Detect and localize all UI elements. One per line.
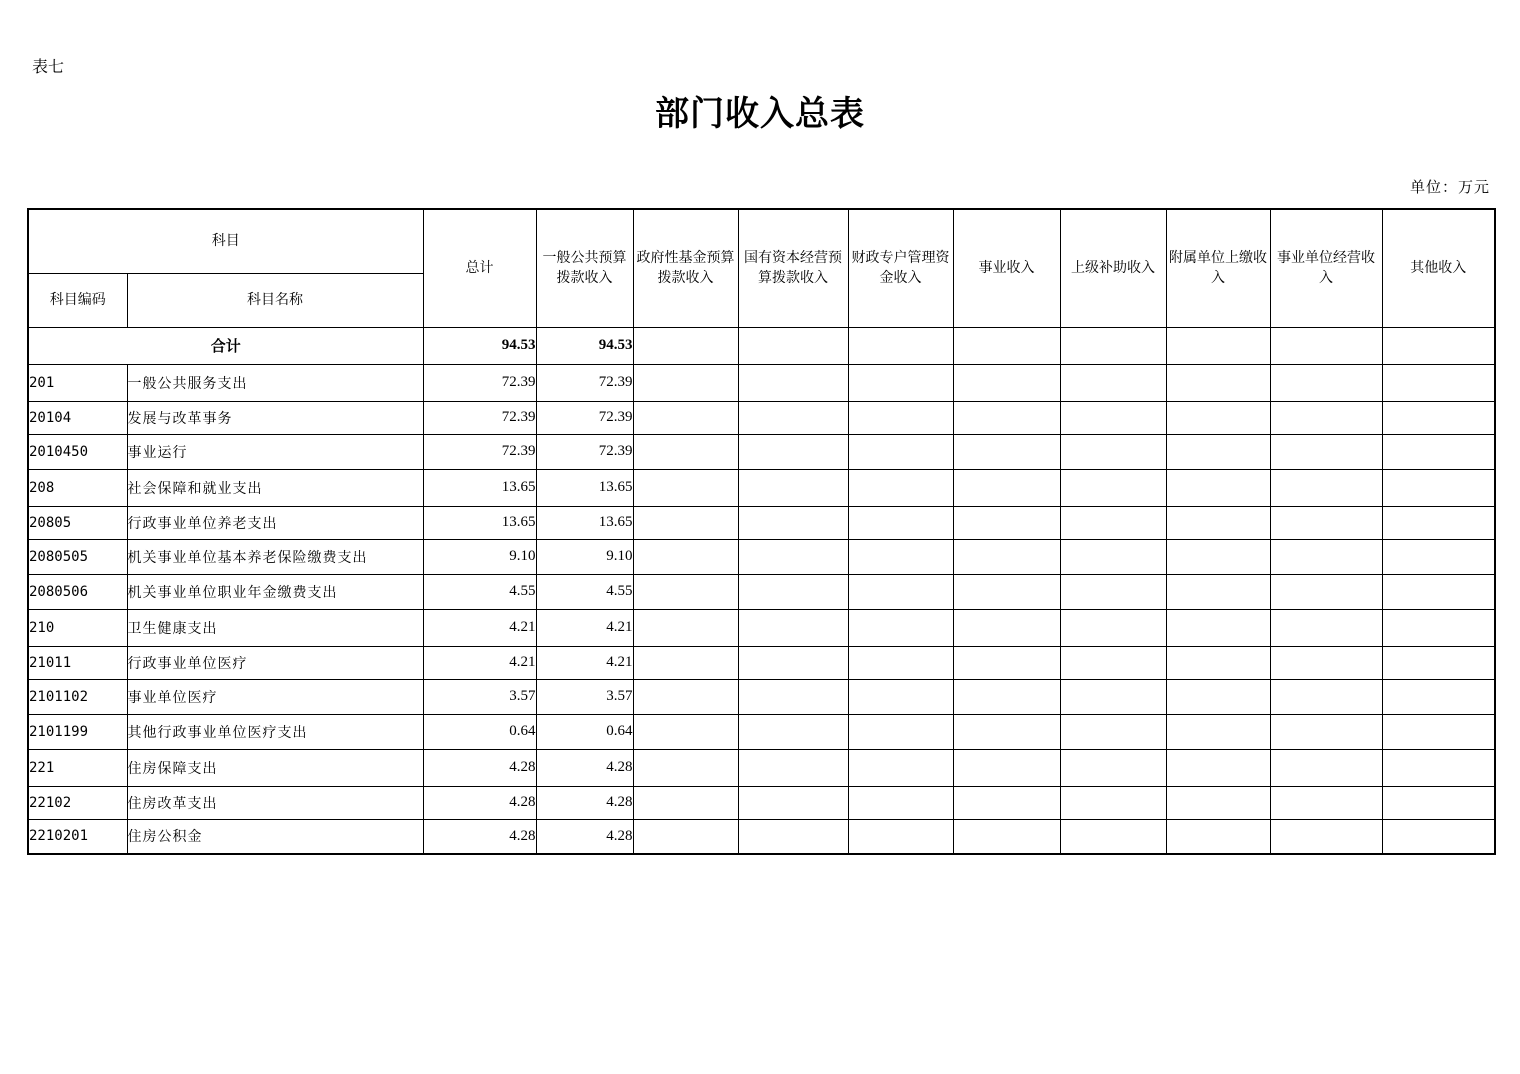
empty-cell (1166, 749, 1270, 786)
empty-cell (848, 786, 953, 819)
empty-cell (1060, 574, 1166, 609)
row-code: 2010450 (28, 434, 127, 469)
row-code: 2080505 (28, 539, 127, 574)
empty-cell (1060, 434, 1166, 469)
empty-cell (1270, 539, 1382, 574)
row-general: 4.21 (536, 646, 633, 679)
empty-cell (738, 364, 848, 401)
row-general: 4.28 (536, 819, 633, 854)
empty-cell (633, 506, 738, 539)
row-total: 4.28 (423, 749, 536, 786)
row-total: 72.39 (423, 401, 536, 434)
table-row (28, 506, 1495, 539)
empty-cell (848, 749, 953, 786)
empty-cell (848, 819, 953, 854)
row-name: 机关事业单位职业年金缴费支出 (127, 574, 423, 609)
empty-cell (1270, 786, 1382, 819)
row-code: 20104 (28, 401, 127, 434)
empty-cell (1270, 574, 1382, 609)
empty-cell (1166, 327, 1270, 364)
empty-cell (738, 786, 848, 819)
row-general: 72.39 (536, 364, 633, 401)
row-general: 72.39 (536, 434, 633, 469)
empty-cell (633, 714, 738, 749)
row-code: 201 (28, 364, 127, 401)
row-name: 行政事业单位医疗 (127, 646, 423, 679)
row-total: 3.57 (423, 679, 536, 714)
header-special-account: 财政专户管理资金收入 (848, 209, 953, 327)
empty-cell (953, 714, 1060, 749)
empty-cell (953, 364, 1060, 401)
row-code: 2101102 (28, 679, 127, 714)
header-general: 一般公共预算拨款收入 (536, 209, 633, 327)
income-table (27, 208, 1496, 855)
empty-cell (633, 401, 738, 434)
empty-cell (848, 679, 953, 714)
empty-cell (953, 679, 1060, 714)
header-state-capital: 国有资本经营预算拨款收入 (738, 209, 848, 327)
row-total: 4.21 (423, 646, 536, 679)
row-total: 9.10 (423, 539, 536, 574)
header-subject: 科目 (28, 209, 423, 273)
row-name: 一般公共服务支出 (127, 364, 423, 401)
empty-cell (738, 506, 848, 539)
row-general: 9.10 (536, 539, 633, 574)
empty-cell (1382, 819, 1495, 854)
table-row (28, 679, 1495, 714)
empty-cell (1166, 819, 1270, 854)
row-name: 住房改革支出 (127, 786, 423, 819)
row-general: 4.21 (536, 609, 633, 646)
empty-cell (953, 327, 1060, 364)
empty-cell (953, 434, 1060, 469)
empty-cell (1060, 401, 1166, 434)
empty-cell (1270, 506, 1382, 539)
empty-cell (1382, 574, 1495, 609)
empty-cell (1060, 469, 1166, 506)
empty-cell (1060, 506, 1166, 539)
empty-cell (738, 327, 848, 364)
empty-cell (848, 539, 953, 574)
row-total: 4.21 (423, 609, 536, 646)
empty-cell (633, 819, 738, 854)
header-other: 其他收入 (1382, 209, 1495, 327)
empty-cell (1166, 364, 1270, 401)
empty-cell (1382, 609, 1495, 646)
empty-cell (633, 574, 738, 609)
table-row (28, 574, 1495, 609)
table-row (28, 714, 1495, 749)
empty-cell (1060, 327, 1166, 364)
empty-cell (633, 539, 738, 574)
header-gov-fund: 政府性基金预算拨款收入 (633, 209, 738, 327)
empty-cell (1060, 539, 1166, 574)
empty-cell (1382, 714, 1495, 749)
empty-cell (1166, 401, 1270, 434)
row-name: 住房保障支出 (127, 749, 423, 786)
empty-cell (848, 327, 953, 364)
empty-cell (1382, 327, 1495, 364)
header-total: 总计 (423, 209, 536, 327)
empty-cell (1166, 786, 1270, 819)
empty-cell (848, 609, 953, 646)
header-code: 科目编码 (28, 273, 127, 327)
empty-cell (848, 434, 953, 469)
empty-cell (633, 327, 738, 364)
empty-cell (1270, 679, 1382, 714)
empty-cell (953, 609, 1060, 646)
empty-cell (633, 646, 738, 679)
table-row (28, 469, 1495, 506)
empty-cell (953, 646, 1060, 679)
empty-cell (953, 749, 1060, 786)
row-total: 4.55 (423, 574, 536, 609)
empty-cell (1060, 749, 1166, 786)
empty-cell (1060, 786, 1166, 819)
header-operating: 事业单位经营收入 (1270, 209, 1382, 327)
empty-cell (953, 786, 1060, 819)
empty-cell (1270, 364, 1382, 401)
empty-cell (1166, 646, 1270, 679)
row-general: 3.57 (536, 679, 633, 714)
empty-cell (633, 749, 738, 786)
empty-cell (738, 574, 848, 609)
empty-cell (738, 401, 848, 434)
empty-cell (738, 469, 848, 506)
empty-cell (1060, 819, 1166, 854)
empty-cell (1382, 434, 1495, 469)
empty-cell (738, 609, 848, 646)
empty-cell (1382, 364, 1495, 401)
row-name: 机关事业单位基本养老保险缴费支出 (127, 539, 423, 574)
table-row (28, 749, 1495, 786)
empty-cell (1270, 749, 1382, 786)
empty-cell (738, 539, 848, 574)
empty-cell (953, 401, 1060, 434)
row-general: 13.65 (536, 506, 633, 539)
row-general: 72.39 (536, 401, 633, 434)
table-row (28, 364, 1495, 401)
table-number: 表七 (32, 57, 65, 76)
empty-cell (1270, 469, 1382, 506)
row-total: 72.39 (423, 434, 536, 469)
empty-cell (1382, 401, 1495, 434)
table-row (28, 646, 1495, 679)
unit-label: 单位：万元 (1409, 178, 1490, 196)
table-row (28, 609, 1495, 646)
total-label: 合计 (28, 327, 423, 364)
table-row (28, 539, 1495, 574)
row-total: 13.65 (423, 506, 536, 539)
empty-cell (738, 646, 848, 679)
header-row-1 (28, 209, 1495, 273)
row-code: 2101199 (28, 714, 127, 749)
empty-cell (1166, 434, 1270, 469)
row-total: 13.65 (423, 469, 536, 506)
row-name: 行政事业单位养老支出 (127, 506, 423, 539)
table-row (28, 401, 1495, 434)
empty-cell (848, 714, 953, 749)
empty-cell (633, 609, 738, 646)
row-name: 事业运行 (127, 434, 423, 469)
empty-cell (1270, 609, 1382, 646)
empty-cell (1166, 506, 1270, 539)
header-name: 科目名称 (127, 273, 423, 327)
empty-cell (848, 401, 953, 434)
empty-cell (953, 574, 1060, 609)
empty-cell (738, 714, 848, 749)
empty-cell (1270, 714, 1382, 749)
empty-cell (633, 786, 738, 819)
empty-cell (1382, 506, 1495, 539)
empty-cell (633, 364, 738, 401)
empty-cell (1060, 714, 1166, 749)
row-code: 20805 (28, 506, 127, 539)
row-total: 4.28 (423, 786, 536, 819)
total-row (28, 327, 1495, 364)
empty-cell (1382, 679, 1495, 714)
row-general: 0.64 (536, 714, 633, 749)
page-title: 部门收入总表 (655, 94, 865, 134)
empty-cell (953, 469, 1060, 506)
row-name: 发展与改革事务 (127, 401, 423, 434)
empty-cell (1382, 646, 1495, 679)
row-general: 13.65 (536, 469, 633, 506)
row-total: 4.28 (423, 819, 536, 854)
empty-cell (953, 539, 1060, 574)
empty-cell (1382, 786, 1495, 819)
empty-cell (1382, 469, 1495, 506)
row-code: 208 (28, 469, 127, 506)
empty-cell (738, 679, 848, 714)
empty-cell (1270, 401, 1382, 434)
row-general: 4.55 (536, 574, 633, 609)
row-general: 4.28 (536, 749, 633, 786)
header-affiliated: 附属单位上缴收入 (1166, 209, 1270, 327)
empty-cell (1270, 646, 1382, 679)
empty-cell (633, 434, 738, 469)
empty-cell (848, 646, 953, 679)
row-name: 事业单位医疗 (127, 679, 423, 714)
table-row (28, 434, 1495, 469)
empty-cell (1382, 749, 1495, 786)
empty-cell (633, 679, 738, 714)
total-general: 94.53 (536, 327, 633, 364)
empty-cell (1270, 327, 1382, 364)
row-code: 210 (28, 609, 127, 646)
empty-cell (1166, 469, 1270, 506)
empty-cell (1166, 609, 1270, 646)
row-total: 72.39 (423, 364, 536, 401)
header-superior: 上级补助收入 (1060, 209, 1166, 327)
row-code: 21011 (28, 646, 127, 679)
row-name: 卫生健康支出 (127, 609, 423, 646)
row-code: 221 (28, 749, 127, 786)
row-general: 4.28 (536, 786, 633, 819)
row-total: 0.64 (423, 714, 536, 749)
empty-cell (1166, 539, 1270, 574)
empty-cell (848, 469, 953, 506)
row-code: 2210201 (28, 819, 127, 854)
empty-cell (1060, 364, 1166, 401)
row-name: 社会保障和就业支出 (127, 469, 423, 506)
empty-cell (1270, 434, 1382, 469)
empty-cell (738, 749, 848, 786)
empty-cell (1060, 679, 1166, 714)
empty-cell (738, 819, 848, 854)
row-code: 22102 (28, 786, 127, 819)
empty-cell (953, 819, 1060, 854)
empty-cell (953, 506, 1060, 539)
row-code: 2080506 (28, 574, 127, 609)
empty-cell (848, 364, 953, 401)
total-total: 94.53 (423, 327, 536, 364)
row-name: 住房公积金 (127, 819, 423, 854)
empty-cell (848, 506, 953, 539)
empty-cell (1270, 819, 1382, 854)
table-row (28, 819, 1495, 854)
row-name: 其他行政事业单位医疗支出 (127, 714, 423, 749)
empty-cell (848, 574, 953, 609)
empty-cell (1060, 646, 1166, 679)
empty-cell (1166, 679, 1270, 714)
empty-cell (633, 469, 738, 506)
empty-cell (738, 434, 848, 469)
empty-cell (1382, 539, 1495, 574)
empty-cell (1166, 574, 1270, 609)
header-business: 事业收入 (953, 209, 1060, 327)
empty-cell (1166, 714, 1270, 749)
table-row (28, 786, 1495, 819)
empty-cell (1060, 609, 1166, 646)
